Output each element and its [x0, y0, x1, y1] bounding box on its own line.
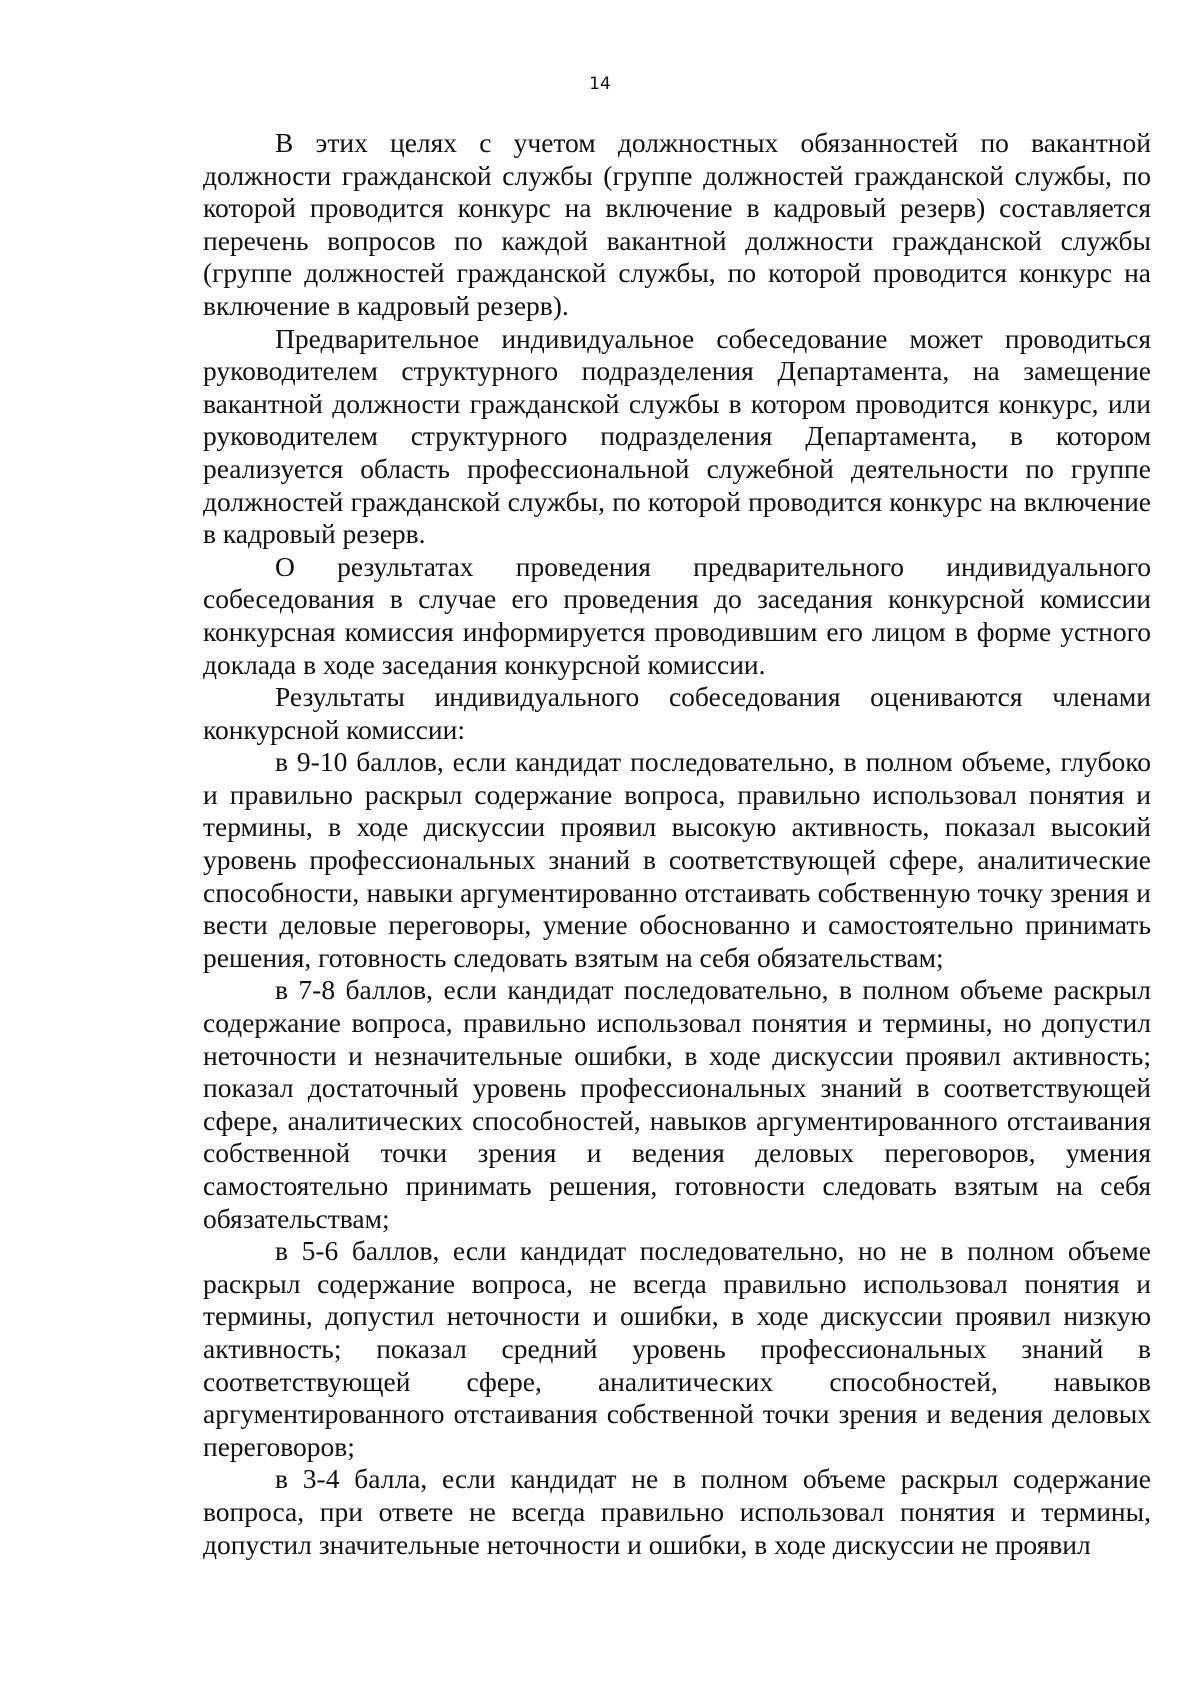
paragraph-score-3-4: в 3-4 балла, если кандидат не в полном объеме раскрыл содержание вопроса, при ответе не всегда правильно использовал понятия и термины, допустил значительные неточности и ошибки, в ходе дискуссии не проявил	[203, 1463, 1151, 1560]
paragraph-interview-results-report: О результатах проведения предварительного индивидуального собеседования в случае его проведения до заседания конкурсной комиссии конкурсная комиссия информируется проводившим его лицом в форме устного доклада в ходе заседания конкурсной комиссии.	[203, 550, 1151, 680]
paragraph-score-9-10: в 9-10 баллов, если кандидат последовательно, в полном объеме, глубоко и правильно раскрыл содержание вопроса, правильно использовал понятия и термины, в ходе дискуссии проявил высокую активность, показал высокий уровень профессиональных знаний в соответствующей сфере, аналитические способности, навыки аргументированно отстаивать собственную точку зрения и вести деловые переговоры, умение обоснованно и самостоятельно принимать решения, готовность следовать взятым на себя обязательствам;	[203, 746, 1151, 973]
paragraph-evaluation-intro: Результаты индивидуального собеседования оцениваются членами конкурсной комиссии:	[203, 681, 1151, 745]
paragraph-score-5-6: в 5-6 баллов, если кандидат последовательно, но не в полном объеме раскрыл содержание вопроса, не всегда правильно использовал понятия и термины, допустил неточности и ошибки, в ходе дискуссии проявил низкую активность; показал средний уровень профессиональных знаний в соответствующей сфере, аналитических способностей, навыков аргументированного отстаивания собственной точки зрения и ведения деловых переговоров;	[203, 1235, 1151, 1462]
paragraph-score-7-8: в 7-8 баллов, если кандидат последовательно, в полном объеме раскрыл содержание вопроса, правильно использовал понятия и термины, но допустил неточности и незначительные ошибки, в ходе дискуссии проявил активность; показал достаточный уровень профессиональных знаний в соответствующей сфере, аналитических способностей, навыков аргументированного отстаивания собственной точки зрения и ведения деловых переговоров, умения самостоятельно принимать решения, готовности следовать взятым на себя обязательствам;	[203, 974, 1151, 1234]
document-body	[203, 127, 1151, 1561]
paragraph-purpose: В этих целях с учетом должностных обязанностей по вакантной должности гражданской службы (группе должностей гражданской службы, по которой проводится конкурс на включение в кадровый резерв) составляется перечень вопросов по каждой вакантной должности гражданской службы (группе должностей гражданской службы, по которой проводится конкурс на включение в кадровый резерв).	[203, 127, 1151, 321]
paragraph-preliminary-interview: Предварительное индивидуальное собеседование может проводиться руководителем структурного подразделения Департамента, на замещение вакантной должности гражданской службы в котором проводится конкурс, или руководителем структурного подразделения Департамента, в котором реализуется область профессиональной служебной деятельности по группе должностей гражданской службы, по которой проводится конкурс на включение в кадровый резерв.	[203, 322, 1151, 550]
page-number: 14	[589, 74, 611, 94]
